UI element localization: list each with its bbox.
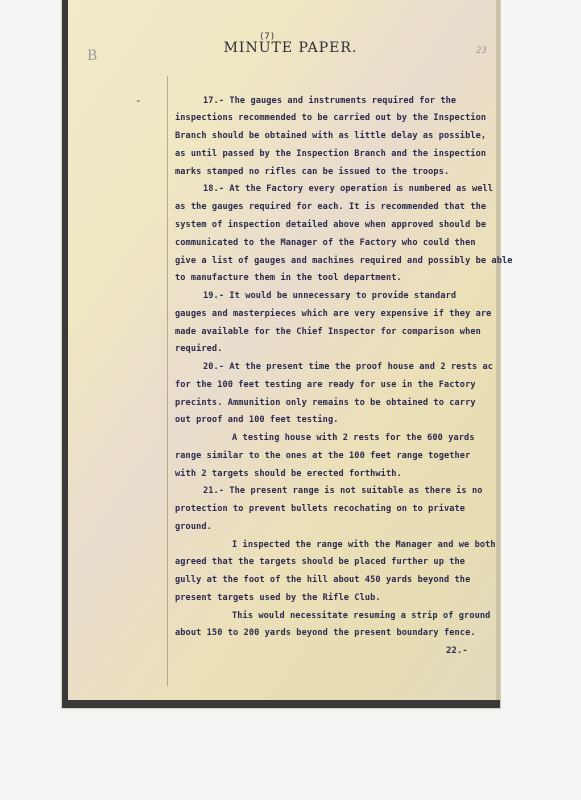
text-line: about 150 to 200 yards beyond the present boundary fence.: [175, 628, 476, 638]
text-line: gully at the foot of the hill about 450 yards beyond the: [175, 575, 471, 585]
pencil-note: 23: [476, 46, 487, 56]
scan-left-edge: [62, 0, 68, 708]
text-line: give a list of gauges and machines required and possibly be able: [175, 256, 513, 266]
text-line: precints. Ammunition only remains to be obtained to carry: [175, 398, 476, 408]
text-line: I inspected the range with the Manager and we both: [232, 540, 496, 550]
text-line: made available for the Chief Inspector for comparison when: [175, 327, 481, 337]
text-line: as the gauges required for each. It is recommended that the: [175, 202, 487, 212]
text-line: required.: [175, 344, 223, 354]
text-line: 17.- The gauges and instruments required for the: [203, 96, 457, 106]
page-number: (7): [259, 32, 276, 42]
stamp-mark: B: [87, 48, 98, 64]
text-line: to manufacture them in the tool department.: [175, 273, 402, 283]
text-line: 19.- It would be unnecessary to provide standard: [203, 291, 457, 301]
margin-dash: -: [135, 94, 142, 107]
text-line: 18.- At the Factory every operation is numbered as well: [203, 184, 494, 194]
text-line: ground.: [175, 522, 212, 532]
text-line: as until passed by the Inspection Branch and the inspection: [175, 149, 487, 159]
text-line: out proof and 100 feet testing.: [175, 415, 339, 425]
scan-bottom-edge: [62, 700, 500, 708]
text-line: gauges and masterpieces which are very expensive if they are: [175, 309, 492, 319]
scan-right-edge: [496, 0, 500, 708]
text-line: range similar to the ones at the 100 feet range together: [175, 451, 471, 461]
text-line: for the 100 feet testing are ready for use in the Factory: [175, 380, 476, 390]
page-title: MINUTE PAPER.: [223, 40, 358, 56]
text-line: A testing house with 2 rests for the 600 yards: [232, 433, 475, 443]
text-line: Branch should be obtained with as little delay as possible,: [175, 131, 487, 141]
text-line: present targets used by the Rifle Club.: [175, 593, 381, 603]
next-paragraph-number: 22.-: [446, 646, 468, 656]
text-line: This would necessitate resuming a strip of ground: [232, 611, 491, 621]
text-line: 20.- At the present time the proof house and 2 rests ac: [203, 362, 494, 372]
text-line: with 2 targets should be erected forthwith.: [175, 469, 402, 479]
text-line: communicated to the Manager of the Factory who could then: [175, 238, 476, 248]
text-line: marks stamped no rifles can be issued to the troops.: [175, 167, 450, 177]
text-line: protection to prevent bullets recochating on to private: [175, 504, 466, 514]
text-line: agreed that the targets should be placed further up the: [175, 557, 466, 567]
text-line: 21.- The present range is not suitable as there is no: [203, 486, 483, 496]
margin-rule: [167, 76, 168, 686]
text-line: inspections recommended to be carried out by the Inspection: [175, 113, 487, 123]
text-line: system of inspection detailed above when approved should be: [175, 220, 487, 230]
